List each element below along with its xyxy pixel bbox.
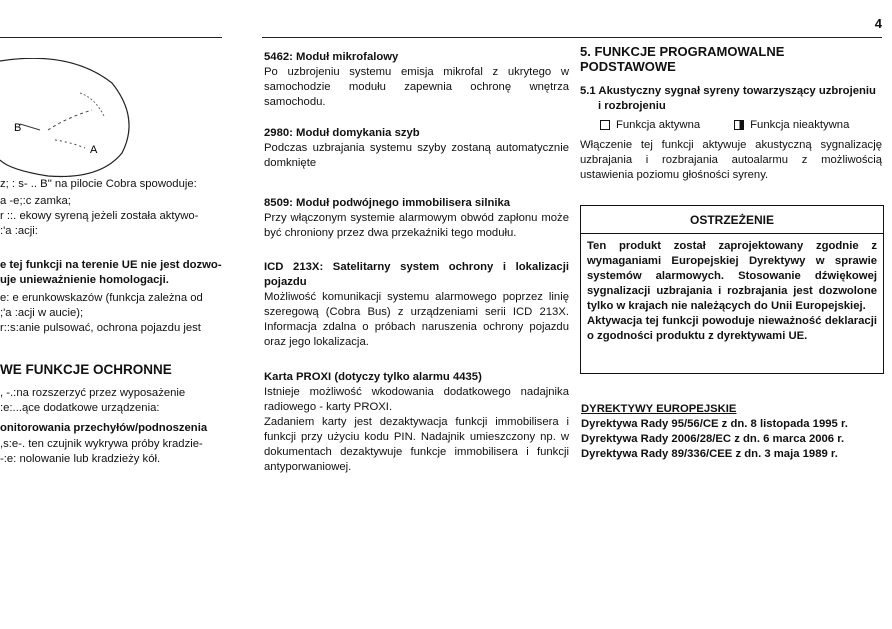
left-line: e tej funkcji na terenie UE nie jest dozwo- xyxy=(0,259,222,271)
inactive-checkbox-icon xyxy=(734,120,744,130)
legend-active-label: Funkcja aktywna xyxy=(616,119,701,131)
section-heading: ICD 213X: Satelitarny system ochrony i lokalizacji pojazdu xyxy=(264,261,569,288)
left-line: a -e;:c zamka; xyxy=(0,195,71,207)
directive-item: Dyrektywa Rady 2006/28/EC z dn. 6 marca 2006 r. xyxy=(581,433,845,445)
section-body: Istnieje możliwość wkodowania dodatkowego nadajnika radiowego - karty PROXI. xyxy=(264,386,569,413)
left-line: -:e: nolowanie lub kradzieży kół. xyxy=(0,453,161,465)
function-legend xyxy=(580,119,882,131)
page-number: 4 xyxy=(874,16,882,31)
directives-title: DYREKTYWY EUROPEJSKIE xyxy=(581,403,737,415)
warning-title: OSTRZEŻENIE xyxy=(581,206,883,234)
left-line: ,s:e-. ten czujnik wykrywa próby kradzie- xyxy=(0,438,203,450)
right-header-rule xyxy=(262,37,882,38)
chapter-title: 5. FUNKCJE PROGRAMOWALNE PODSTAWOWE xyxy=(580,44,785,74)
module-section xyxy=(264,260,569,350)
subsection-title: 5.1 Akustyczny sygnał syreny towarzyszący uzbrojeniu i rozbrojeniu xyxy=(580,85,876,112)
section-body: Po uzbrojeniu systemu emisja mikrofal z ukrytego w samochodzie modułu zapewnia ochronę wnętrza samochodu. xyxy=(264,66,569,108)
section-heading: 8509: Moduł podwójnego immobilisera silnika xyxy=(264,197,511,209)
left-line: ;'a :acji w aucie); xyxy=(0,307,84,319)
left-line: z; : s- .. B" na pilocie Cobra spowoduje: xyxy=(0,178,197,190)
remote-label-a: A xyxy=(90,144,98,156)
warning-box xyxy=(580,205,884,374)
active-checkbox-icon xyxy=(600,120,610,130)
section-heading: 5462: Moduł mikrofalowy xyxy=(264,51,399,63)
section-body: Przy włączonym systemie alarmowym obwód zapłonu może być chroniony przez dwa przekaźniki tego modułu. xyxy=(264,212,569,239)
left-line: r ::. ekowy syreną jeżeli została aktywo- xyxy=(0,210,199,222)
remote-diagram xyxy=(0,58,140,183)
warning-text: Ten produkt został zaprojektowany zgodnie z wymaganiami Europejskiej Dyrektywy w sprawie systemów alarmowych. Stosowanie dźwiękowej sygnalizacji uzbrajania i rozbrajania jest dozwolone tylko w krajach nie należących do Unii Europejskiej. xyxy=(587,240,877,312)
directive-item: Dyrektywa Rady 89/336/CEE z dn. 3 maja 1989 r. xyxy=(581,448,838,460)
module-section xyxy=(264,196,569,241)
section-body: Możliwość komunikacji systemu alarmowego poprzez linię szeregową (Cobra Bus) z urządzeniami serii ICD 213X. Informacja zdalna o próbach naruszenia ochrony pojazdu oraz jego lokalizacja. xyxy=(264,291,569,348)
legend-inactive-label: Funkcja nieaktywna xyxy=(750,119,850,131)
module-section xyxy=(264,50,569,110)
left-line: e: e erunkowskazów (funkcja zależna od xyxy=(0,292,203,304)
middle-column xyxy=(264,50,569,491)
left-line: uje unieważnienie homologacji. xyxy=(0,274,169,286)
section-body: Zadaniem karty jest dezaktywacja funkcji immobilisera i funkcji przy użyciu kodu PIN. Nadajnik umieszczony np. w dokumentach dezaktywuje funkcje immobilisera i funkcji antyporwaniowej. xyxy=(264,416,569,473)
function-description: Włączenie tej funkcji aktywuje akustyczną sygnalizację uzbrajania i rozbrajania autoalarmu z możliwością ustawienia poziomu głośności syreny. xyxy=(580,139,882,181)
left-line: r::s:anie pulsować, ochrona pojazdu jest xyxy=(0,322,201,334)
left-line: :e:...ące dodatkowe urządzenia: xyxy=(0,402,160,414)
remote-label-b: B xyxy=(14,122,22,134)
module-section xyxy=(264,370,569,475)
left-line: onitorowania przechyłów/podnoszenia xyxy=(0,422,208,434)
left-line: :'a :acji: xyxy=(0,225,38,237)
warning-text: Aktywacja tej funkcji powoduje nieważność deklaracji o zgodności produktu z dyrektywami UE. xyxy=(587,315,877,342)
left-column xyxy=(0,0,225,629)
left-line: , -.:na rozszerzyć przez wyposażenie xyxy=(0,387,186,399)
directives-list xyxy=(581,402,886,462)
module-section xyxy=(264,126,569,171)
section-heading: 2980: Moduł domykania szyb xyxy=(264,127,420,139)
section-body: Podczas uzbrajania systemu szyby zostaną automatycznie domknięte xyxy=(264,142,569,169)
right-column xyxy=(580,44,882,183)
left-section-heading: WE FUNKCJE OCHRONNE xyxy=(0,362,172,377)
directive-item: Dyrektywa Rady 95/56/CE z dn. 8 listopada 1995 r. xyxy=(581,418,848,430)
section-heading: Karta PROXI (dotyczy tylko alarmu 4435) xyxy=(264,371,482,383)
